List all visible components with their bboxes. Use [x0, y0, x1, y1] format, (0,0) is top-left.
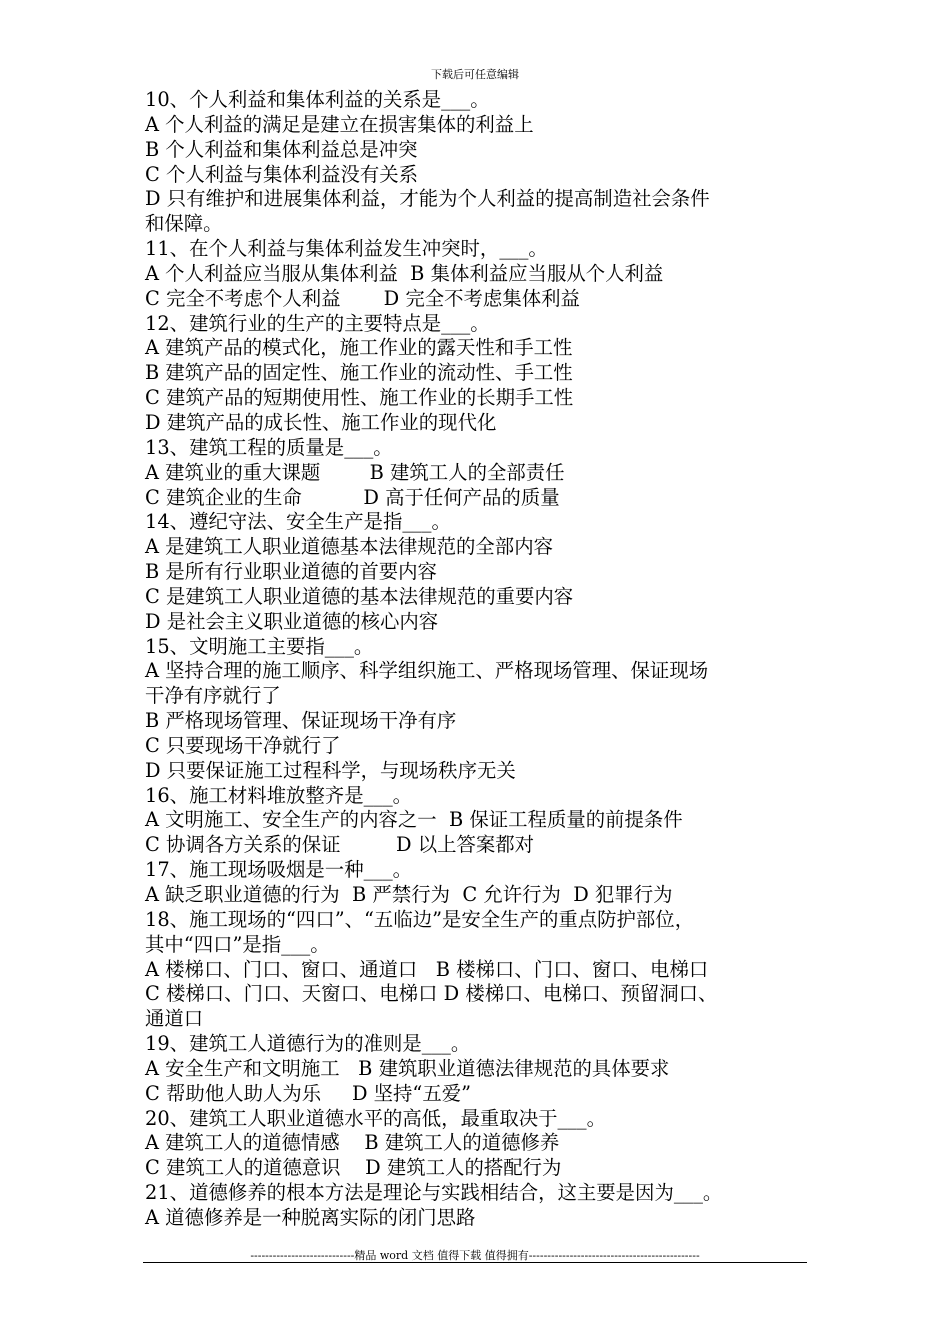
- text-line: 15、文明施工主要指___。: [145, 634, 374, 658]
- page-header: 下载后可任意编辑: [431, 68, 519, 81]
- text-line: C 是建筑工人职业道德的基本法律规范的重要内容: [145, 584, 574, 608]
- text-line: C 只要现场干净就行了: [145, 733, 341, 757]
- text-line: C 个人利益与集体利益没有关系: [145, 162, 419, 186]
- text-line: A 个人利益的满足是建立在损害集体的利益上: [145, 112, 534, 136]
- text-line: 12、建筑行业的生产的主要特点是___。: [145, 311, 490, 335]
- text-line: 10、个人利益和集体利益的关系是___。: [145, 88, 490, 111]
- text-line: 16、施工材料堆放整齐是___。: [145, 783, 413, 807]
- text-line: C 建筑工人的道德意识 D 建筑工人的搭配行为: [145, 1156, 562, 1180]
- text-line: D 只要保证施工过程科学，与现场秩序无关: [145, 758, 516, 782]
- text-line: C 建筑企业的生命 D 高于任何产品的质量: [145, 485, 560, 509]
- text-line: B 严格现场管理、保证现场干净有序: [145, 709, 457, 733]
- text-line: 干净有序就行了: [145, 684, 281, 708]
- text-line: D 只有维护和进展集体利益，才能为个人利益的提高制造社会条件: [145, 187, 710, 211]
- text-line: 17、施工现场吸烟是一种___。: [145, 858, 413, 882]
- text-line: 21、道德修养的根本方法是理论与实践相结合，这主要是因为___。: [145, 1181, 723, 1205]
- text-line: A 安全生产和文明施工 B 建筑职业道德法律规范的具体要求: [145, 1056, 670, 1080]
- text-line: 11、在个人利益与集体利益发生冲突时，___。: [145, 237, 548, 261]
- footer-rule: [143, 1262, 807, 1263]
- text-line: B 建筑产品的固定性、施工作业的流动性、手工性: [145, 361, 573, 385]
- text-line: C 建筑产品的短期使用性、施工作业的长期手工性: [145, 386, 574, 410]
- question-list: [145, 88, 815, 1231]
- text-line: 和保障。: [145, 212, 223, 236]
- text-line: 20、建筑工人职业道德水平的高低，最重取决于___。: [145, 1106, 606, 1130]
- text-line: A 缺乏职业道德的行为 B 严禁行为 C 允许行为 D 犯罪行为: [145, 883, 673, 906]
- text-line: A 楼梯口、门口、窗口、通道口 B 楼梯口、门口、窗口、电梯口: [145, 957, 709, 981]
- text-line: D 建筑产品的成长性、施工作业的现代化: [145, 410, 497, 434]
- text-line: A 个人利益应当服从集体利益 B 集体利益应当服从个人利益: [145, 261, 664, 285]
- text-line: A 道德修养是一种脱离实际的闭门思路: [145, 1205, 476, 1229]
- text-line: 通道口: [145, 1007, 204, 1031]
- text-line: A 坚持合理的施工顺序、科学组织施工、严格现场管理、保证现场: [145, 659, 709, 683]
- text-line: C 楼梯口、门口、天窗口、电梯口 D 楼梯口、电梯口、预留洞口、: [145, 982, 718, 1006]
- text-line: A 建筑工人的道德情感 B 建筑工人的道德修养: [145, 1131, 560, 1155]
- text-line: A 建筑产品的模式化，施工作业的露天性和手工性: [145, 336, 573, 360]
- page-footer: ----------------------------精品 word 文档 值得下载 值得拥有----------------------------------------------: [250, 1249, 700, 1262]
- text-line: C 协调各方关系的保证 D 以上答案都对: [145, 833, 535, 857]
- text-line: 其中“四口”是指___。: [145, 932, 330, 956]
- text-line: 18、施工现场的“四口”、“五临边”是安全生产的重点防护部位，: [145, 907, 695, 931]
- text-line: C 帮助他人助人为乐 D 坚持“五爱”: [145, 1081, 472, 1105]
- text-line: 13、建筑工程的质量是___。: [145, 435, 393, 459]
- text-line: A 是建筑工人职业道德基本法律规范的全部内容: [145, 535, 553, 559]
- text-line: A 建筑业的重大课题 B 建筑工人的全部责任: [145, 460, 565, 484]
- text-line: B 个人利益和集体利益总是冲突: [145, 137, 418, 161]
- text-line: A 文明施工、安全生产的内容之一 B 保证工程质量的前提条件: [145, 808, 683, 832]
- text-line: B 是所有行业职业道德的首要内容: [145, 560, 437, 584]
- text-line: 19、建筑工人道德行为的准则是___。: [145, 1032, 471, 1056]
- text-line: 14、遵纪守法、安全生产是指___。: [145, 510, 451, 534]
- text-line: C 完全不考虑个人利益 D 完全不考虑集体利益: [145, 286, 580, 310]
- text-line: D 是社会主义职业道德的核心内容: [145, 609, 439, 633]
